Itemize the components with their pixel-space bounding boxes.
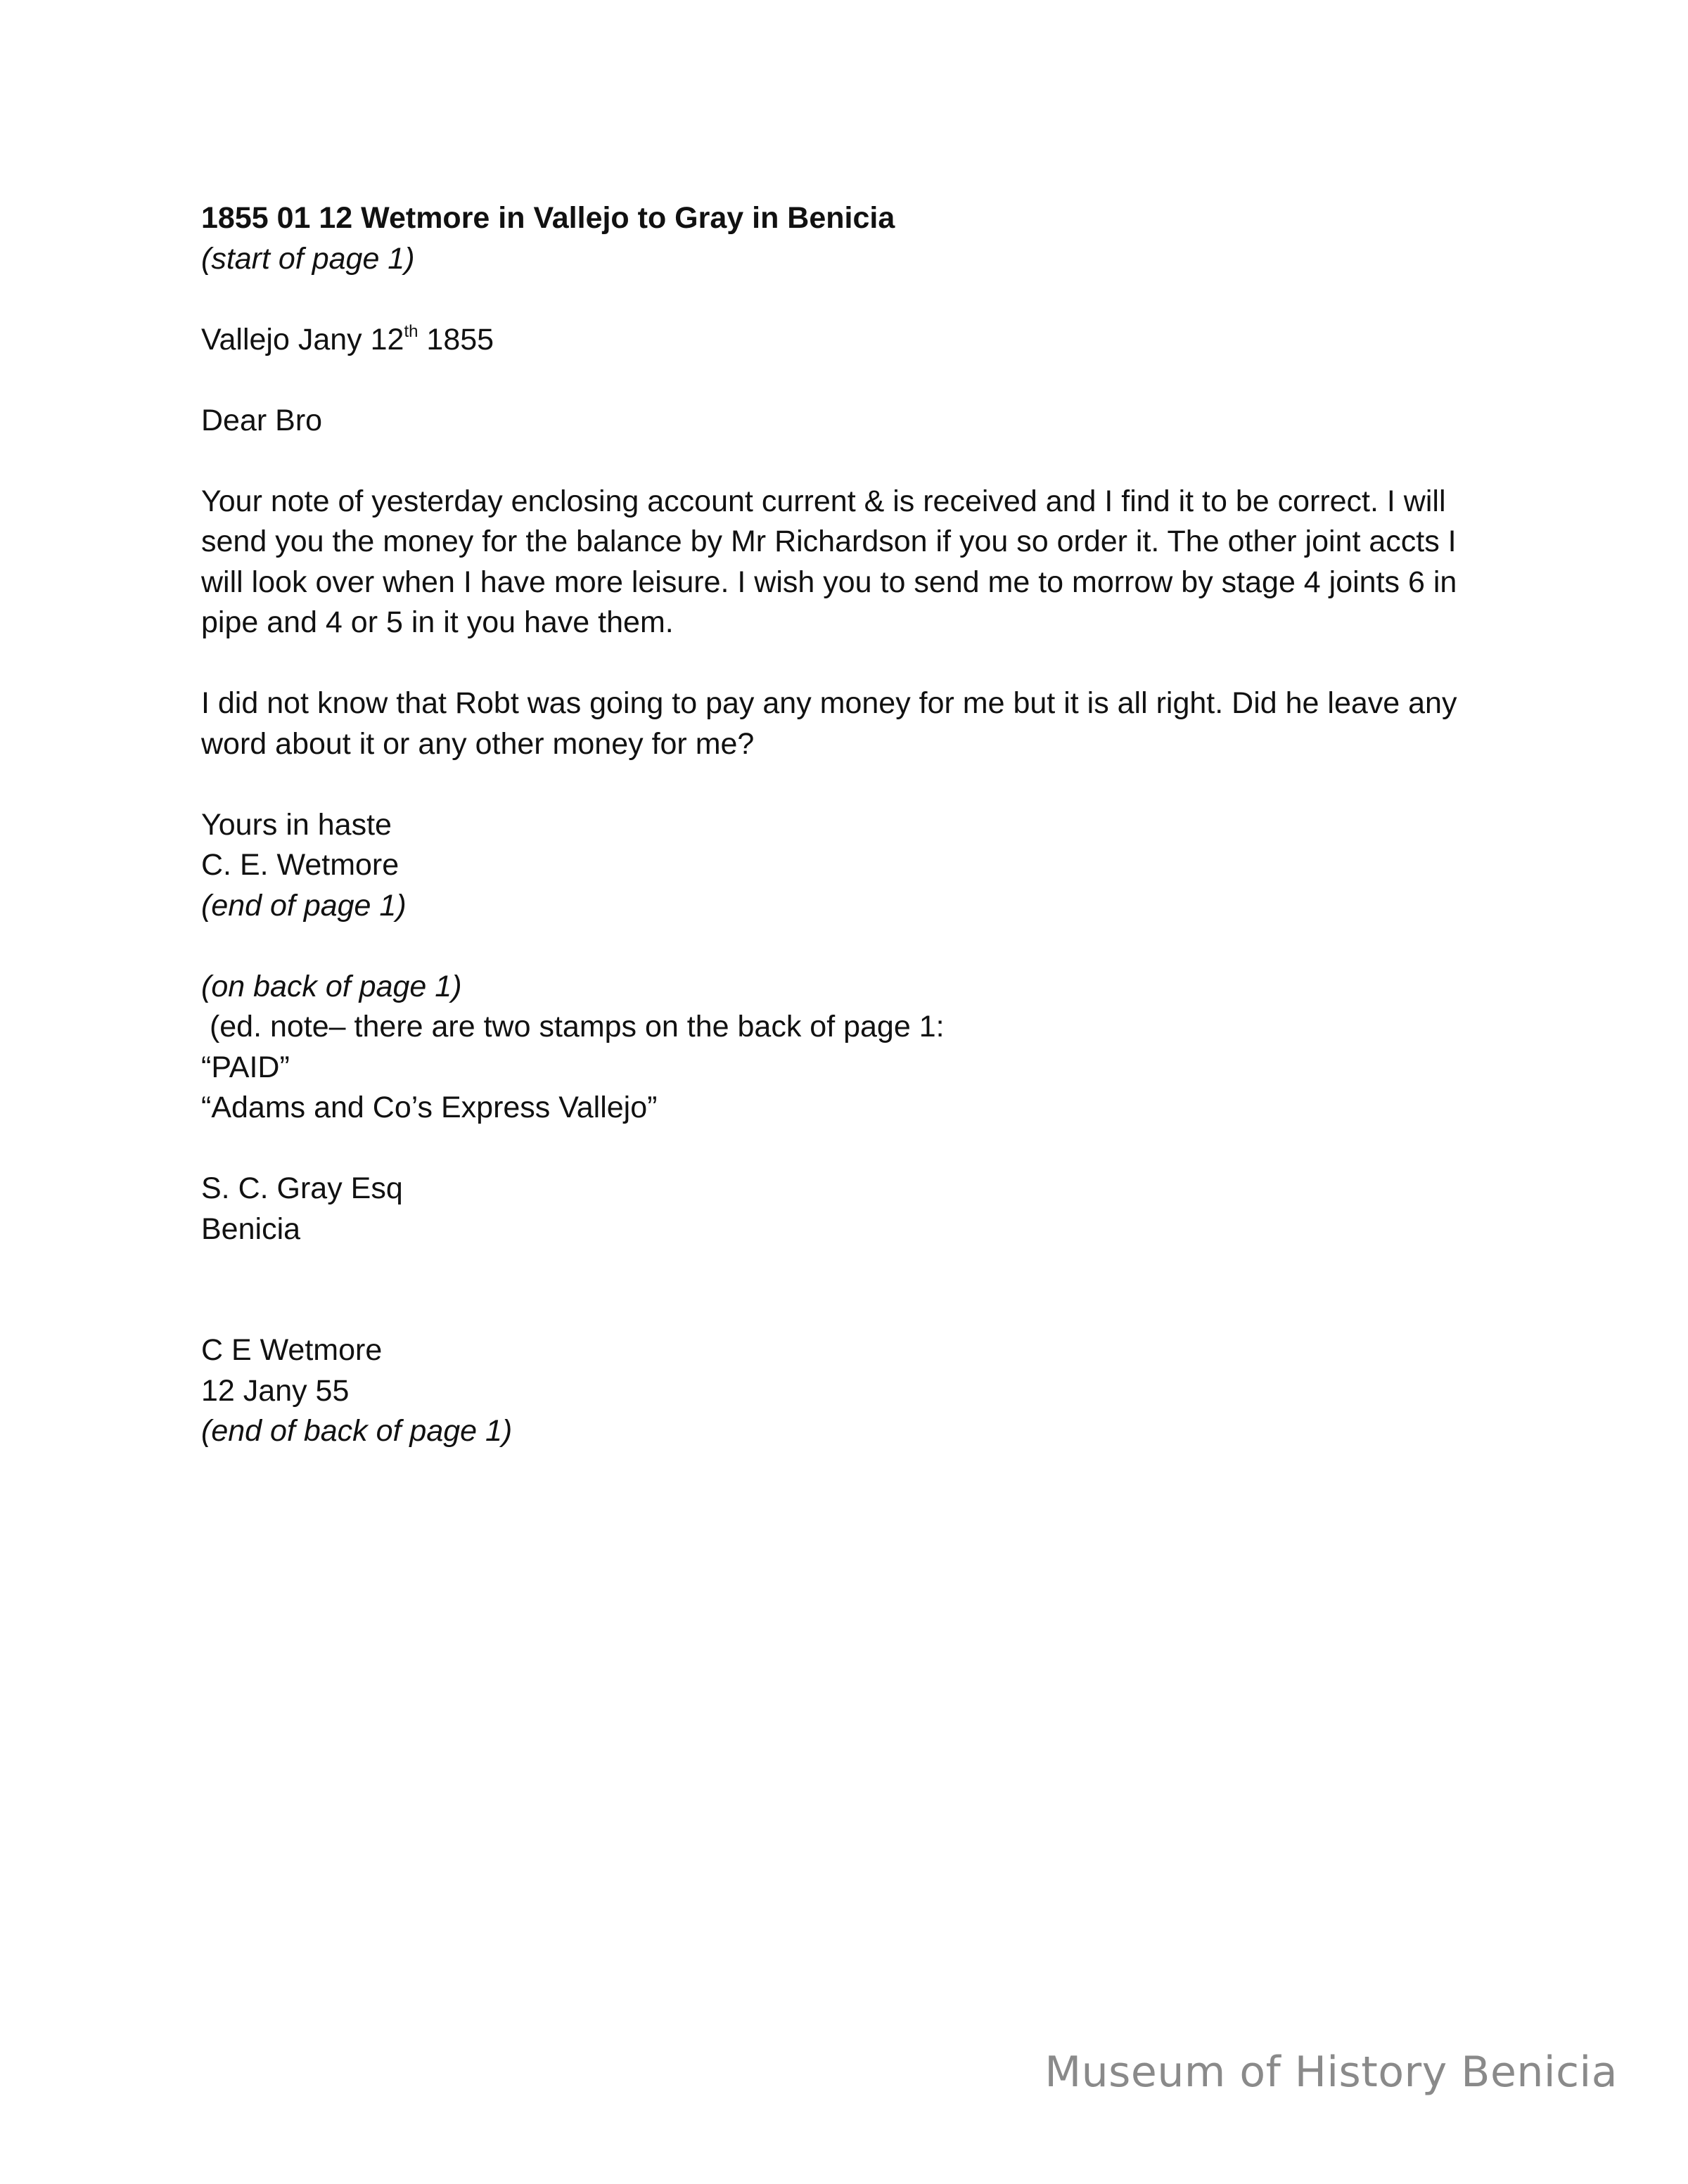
spacer [201,360,1481,401]
dateline-year: 1855 [418,322,494,356]
signature: C. E. Wetmore [201,848,399,882]
museum-watermark: Museum of History Benicia [1044,2048,1618,2097]
letter-transcription [201,198,1481,1452]
dateline-ordinal: th [404,321,418,341]
spacer [201,1250,1481,1330]
address-place: Benicia [201,1212,301,1246]
back-page-note: (on back of page 1) [201,969,462,1003]
body-paragraph-2: I did not know that Robt was going to pay any money for me but it is all right. Did he leave any word about it or any other money for me? [201,686,1457,761]
end-page-note: (end of page 1) [201,888,407,923]
spacer [201,279,1481,320]
stamp-express: “Adams and Co’s Express Vallejo” [201,1091,658,1124]
body-paragraph-1: Your note of yesterday enclosing account current & is received and I find it to be correct. I will send you the money for the balance by Mr Richardson if you so order it. The other joint accts I will look over when I have more leisure. I wish you to send me to morrow by stage 4 joints 6 in pipe and 4 or 5 in it you have them. [201,484,1457,639]
salutation: Dear Bro [201,403,323,437]
spacer [201,926,1481,967]
spacer [201,643,1481,684]
start-page-note: (start of page 1) [201,241,415,276]
dateline-prefix: Vallejo Jany 12 [201,322,404,356]
closing: Yours in haste [201,807,392,842]
spacer [201,764,1481,805]
spacer [201,1129,1481,1169]
editor-note: (ed. note– there are two stamps on the back of page 1: [201,1010,945,1043]
spacer [201,441,1481,482]
end-back-page-note: (end of back of page 1) [201,1414,513,1448]
document-title: 1855 01 12 Wetmore in Vallejo to Gray in Benicia [201,201,895,235]
dateline [201,320,1481,361]
docket-name: C E Wetmore [201,1333,383,1367]
docket-date: 12 Jany 55 [201,1373,350,1408]
stamp-paid: “PAID” [201,1050,290,1084]
addressee: S. C. Gray Esq [201,1171,403,1205]
